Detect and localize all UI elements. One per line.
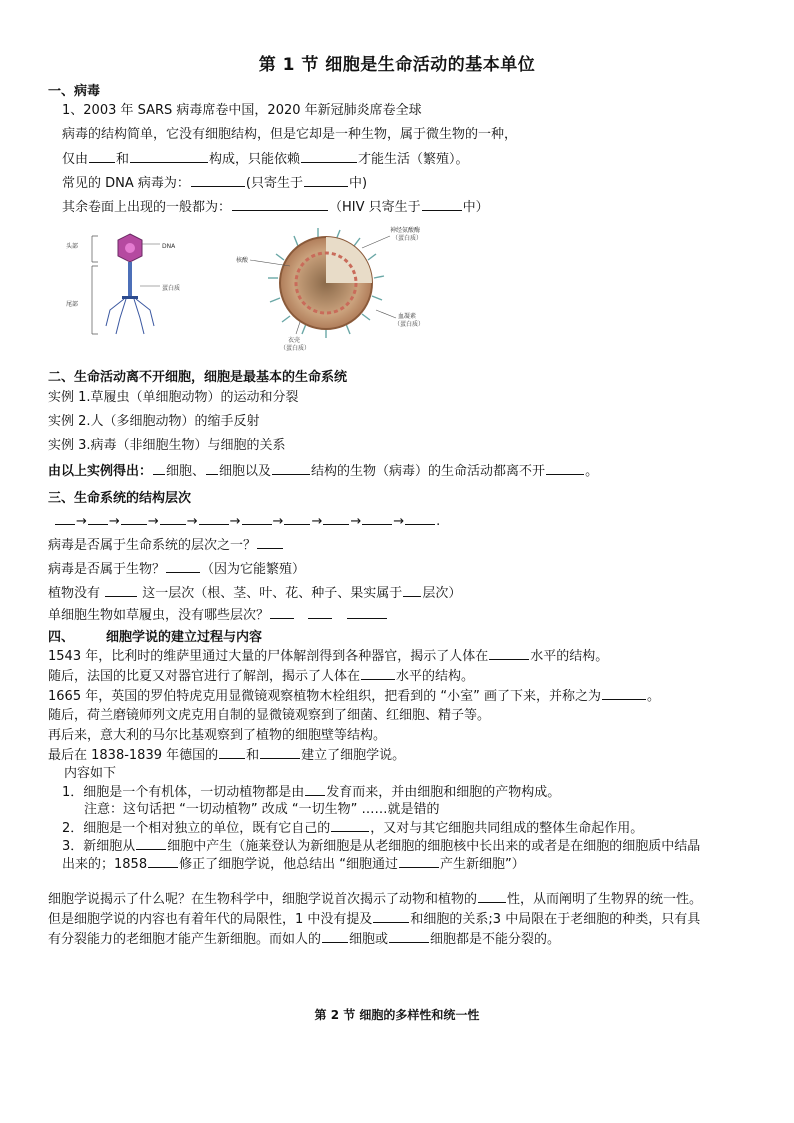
bacteriophage-diagram — [62, 226, 212, 344]
text: 细胞或 — [349, 932, 389, 947]
blank[interactable] — [232, 198, 328, 211]
text: （HIV 只寄生于 — [329, 200, 421, 215]
section-4-heading: 细胞学说的建立过程与内容 — [106, 630, 263, 645]
text: （因为它能繁殖） — [201, 562, 306, 577]
text: 结构的生物（病毒）的生命活动都离不开 — [311, 464, 546, 479]
text: 建立了细胞学说。 — [301, 748, 406, 763]
text: . — [436, 514, 441, 529]
text: 植物没有 — [48, 586, 101, 601]
blank[interactable] — [206, 462, 218, 475]
text: 发育而来，并由细胞和细胞的产物构成。 — [326, 785, 561, 800]
text: 细胞学说揭示了什么呢？在生物科学中，细胞学说首次揭示了动物和植物的 — [48, 892, 478, 907]
s1-line-2: 病毒的结构简单，它没有细胞结构，但是它却是一种生物，属于微生物的一种， — [62, 127, 518, 142]
text: 随后，法国的比夏又对器官进行了解剖，揭示了人体在 — [48, 669, 361, 684]
blank[interactable] — [270, 606, 294, 619]
arrow: → — [311, 514, 323, 529]
text: 病毒是否属于生物？ — [48, 562, 166, 577]
text: 层次） — [422, 586, 462, 601]
arrow: → — [350, 514, 362, 529]
blank[interactable] — [89, 150, 115, 163]
blank[interactable] — [191, 174, 245, 187]
s4-point-1 — [62, 783, 560, 802]
text: 和细胞的关系;3 中局限在于老细胞的种类，只有具 — [410, 912, 701, 927]
text: 修正了细胞学说，他总结出 “细胞通过 — [179, 857, 398, 872]
s4-note: 注意：这句话把 “一切动植物” 改成 “一切生物” ……就是错的 — [84, 802, 440, 817]
arrow: → — [272, 514, 284, 529]
text: 性，从而阐明了生物界的统一性。 — [507, 892, 703, 907]
s4-point-3 — [62, 837, 700, 856]
blank[interactable] — [405, 512, 435, 525]
section-4-heading-number: 四、 — [48, 630, 75, 645]
s2-example-2: 实例 2.人（多细胞动物）的缩手反射 — [48, 414, 260, 429]
s4-reveal-1 — [48, 890, 702, 909]
s3-question-2 — [48, 560, 305, 579]
arrow: → — [186, 514, 198, 529]
text: 细胞都是不能分裂的。 — [430, 932, 561, 947]
text: 2．细胞是一个相对独立的单位，既有它自己的 — [62, 821, 331, 836]
blank[interactable] — [257, 536, 283, 549]
arrow: → — [147, 514, 159, 529]
arrow: → — [108, 514, 120, 529]
blank[interactable] — [373, 910, 409, 923]
s4-reveal-2 — [48, 910, 700, 929]
blank[interactable] — [389, 930, 429, 943]
blank[interactable] — [136, 837, 166, 850]
text: 其余卷面上出现的一般都为： — [62, 200, 232, 215]
arrow: → — [393, 514, 405, 529]
text: 细胞以及 — [219, 464, 272, 479]
s3-question-4 — [48, 606, 388, 625]
blank[interactable] — [489, 647, 529, 660]
text: 仅由 — [62, 152, 89, 167]
s3-question-1 — [48, 536, 284, 555]
s4-para-5: 再后来，意大利的马尔比基观察到了植物的细胞壁等结构。 — [48, 728, 387, 743]
text: 1543 年，比利时的维萨里通过大量的尸体解剖得到各种器官，揭示了人体在 — [48, 649, 489, 664]
text: 才能生活（繁殖）。 — [358, 152, 469, 167]
blank[interactable] — [199, 512, 229, 525]
s4-reveal-3 — [48, 930, 560, 949]
s2-conclusion — [48, 462, 598, 481]
s4-point-2 — [62, 819, 643, 838]
s3-question-3 — [48, 584, 461, 603]
text: 单细胞生物如草履虫，没有哪些层次？ — [48, 608, 270, 623]
influenza-virus-diagram — [230, 222, 440, 352]
text: 水平的结构。 — [530, 649, 609, 664]
blank[interactable] — [602, 687, 646, 700]
text: 和 — [116, 152, 130, 167]
text: 中) — [348, 176, 368, 191]
s4-para-2 — [48, 667, 474, 686]
s4-para-3 — [48, 687, 660, 706]
s2-example-1: 实例 1.草履虫（单细胞动物）的运动和分裂 — [48, 390, 299, 405]
label-head: 头部 — [66, 243, 79, 250]
s4-content-intro: 内容如下 — [64, 766, 117, 781]
s1-line-1: 1、2003 年 SARS 病毒席卷中国，2020 年新冠肺炎席卷全球 — [62, 103, 422, 118]
text: 1．细胞是一个有机体，一切动植物都是由 — [62, 785, 305, 800]
text: 中） — [462, 200, 489, 215]
arrow: → — [229, 514, 241, 529]
label-neuraminidase: 神经氨酸酶 — [390, 227, 421, 234]
blank[interactable] — [260, 746, 300, 759]
s1-line-4 — [62, 174, 367, 193]
text: 出来的；1858 — [62, 857, 148, 872]
blank[interactable] — [546, 462, 584, 475]
arrow: → — [76, 514, 87, 529]
section-1-heading: 一、病毒 — [48, 84, 101, 99]
blank[interactable] — [322, 930, 348, 943]
blank[interactable] — [130, 150, 208, 163]
blank[interactable] — [166, 560, 200, 573]
s1-line-5 — [62, 198, 489, 217]
blank[interactable] — [308, 606, 332, 619]
label-neuraminidase-protein: （蛋白质） — [392, 235, 423, 242]
blank[interactable] — [362, 512, 392, 525]
blank[interactable] — [403, 584, 421, 597]
s4-point-3-cont — [62, 855, 525, 874]
text: 。 — [585, 464, 599, 479]
text: 细胞、 — [166, 464, 206, 479]
text: 常见的 DNA 病毒为： — [62, 176, 190, 191]
text: 。 — [646, 689, 660, 704]
blank[interactable] — [55, 512, 75, 525]
label-protein: 蛋白质 — [162, 285, 181, 292]
page-title: 第 1 节 细胞是生命活动的基本单位 — [258, 55, 536, 75]
text: (只寄生于 — [245, 176, 303, 191]
blank[interactable] — [219, 746, 245, 759]
text: 水平的结构。 — [396, 669, 475, 684]
section-2-title: 第 2 节 细胞的多样性和统一性 — [314, 1008, 480, 1022]
blank[interactable] — [305, 783, 325, 796]
blank[interactable] — [284, 512, 310, 525]
life-system-levels-chain — [54, 512, 440, 531]
text: 由以上实例得出： — [48, 464, 153, 479]
text: 细胞中产生（施莱登认为新细胞是从老细胞的细胞核中长出来的或者是在细胞的细胞质中结晶 — [167, 839, 701, 854]
section-3-heading: 三、生命系统的结构层次 — [48, 491, 192, 506]
text: 3．新细胞从 — [62, 839, 136, 854]
label-hemagglutinin: 血凝素 — [398, 313, 417, 320]
blank[interactable] — [160, 512, 186, 525]
text: 1665 年，英国的罗伯特虎克用显微镜观察植物木栓组织，把看到的 “小室” 画了下来，并称之为 — [48, 689, 601, 704]
label-tail: 尾部 — [66, 301, 79, 308]
blank[interactable] — [148, 855, 178, 868]
blank[interactable] — [272, 462, 310, 475]
blank[interactable] — [331, 819, 369, 832]
blank[interactable] — [422, 198, 462, 211]
blank[interactable] — [88, 512, 108, 525]
s2-example-3: 实例 3.病毒（非细胞生物）与细胞的关系 — [48, 438, 286, 453]
text: 最后在 1838-1839 年德国的 — [48, 748, 219, 763]
blank[interactable] — [361, 667, 395, 680]
text: 但是细胞学说的内容也有着年代的局限性，1 中没有提及 — [48, 912, 373, 927]
blank[interactable] — [478, 890, 506, 903]
label-capsid-protein: （蛋白质） — [280, 345, 311, 352]
s4-para-6 — [48, 746, 405, 765]
s4-para-4: 随后，荷兰磨镜师列文虎克用自制的显微镜观察到了细菌、红细胞、精子等。 — [48, 708, 491, 723]
section-2-heading: 二、生命活动离不开细胞，细胞是最基本的生命系统 — [48, 370, 348, 385]
label-hemagglutinin-protein: （蛋白质） — [394, 321, 425, 328]
blank[interactable] — [121, 512, 147, 525]
text: 产生新细胞”） — [439, 857, 525, 872]
blank[interactable] — [242, 512, 272, 525]
blank[interactable] — [301, 150, 357, 163]
label-capsid: 衣壳 — [288, 337, 301, 344]
blank[interactable] — [105, 584, 137, 597]
s4-para-1 — [48, 647, 608, 666]
s1-line-3 — [62, 150, 469, 169]
text: ，又对与其它细胞共同组成的整体生命起作用。 — [370, 821, 644, 836]
blank[interactable] — [399, 855, 439, 868]
text: 病毒是否属于生命系统的层次之一？ — [48, 538, 257, 553]
text: 和 — [246, 748, 260, 763]
label-dna: DNA — [162, 243, 176, 250]
blank[interactable] — [347, 606, 387, 619]
blank[interactable] — [323, 512, 349, 525]
blank[interactable] — [153, 462, 165, 475]
text: 有分裂能力的老细胞才能产生新细胞。而如人的 — [48, 932, 322, 947]
text: 这一层次（根、茎、叶、花、种子、果实属于 — [142, 586, 403, 601]
text: 构成，只能依赖 — [209, 152, 301, 167]
blank[interactable] — [304, 174, 348, 187]
label-nucleic-acid: 核酸 — [236, 257, 249, 264]
